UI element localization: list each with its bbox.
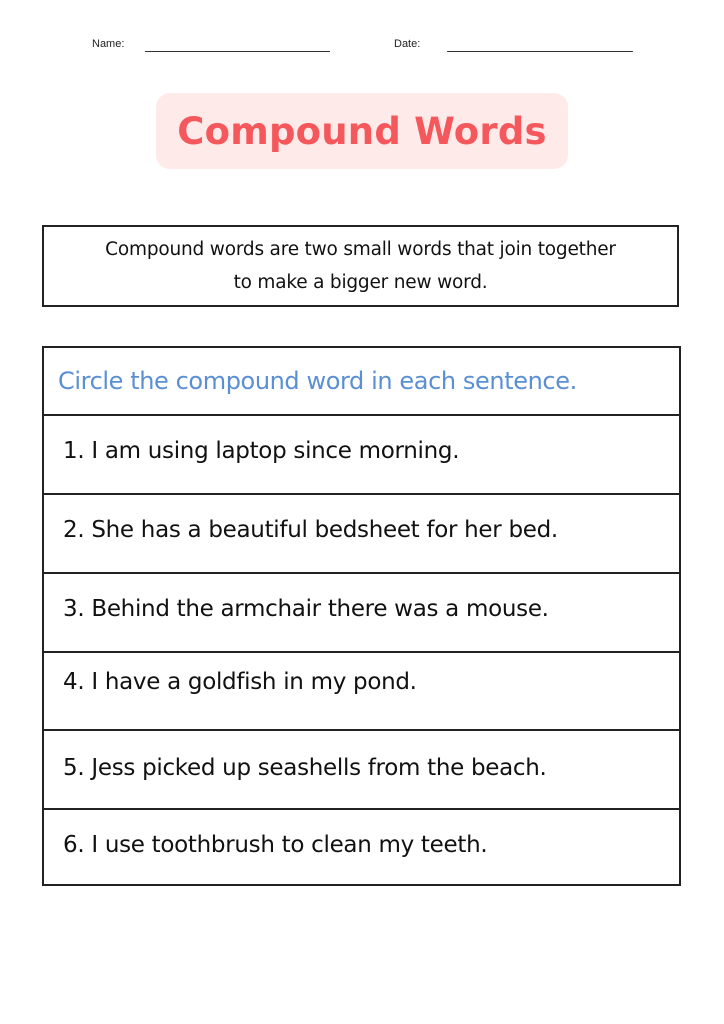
sentence-row-3 [44, 574, 679, 653]
sentence-row-5 [44, 731, 679, 810]
definition-box [42, 225, 679, 307]
sentence-row-2 [44, 495, 679, 574]
sentence-text-5[interactable]: 5. Jess picked up seashells from the beach. [63, 755, 547, 781]
sentence-text-2[interactable]: 2. She has a beautiful bedsheet for her bed. [63, 517, 558, 543]
name-line[interactable] [145, 51, 330, 52]
sentence-row-6 [44, 810, 679, 884]
sentence-text-3[interactable]: 3. Behind the armchair there was a mouse. [63, 596, 549, 622]
sentence-text-1[interactable]: 1. I am using laptop since morning. [63, 438, 460, 464]
date-label: Date: [394, 38, 421, 50]
sentence-row-1 [44, 416, 679, 495]
sentence-text-4[interactable]: 4. I have a goldfish in my pond. [63, 669, 417, 695]
exercise-table [42, 346, 681, 886]
title-banner [156, 93, 568, 169]
definition-line-2: to make a bigger new word. [233, 272, 488, 293]
page-title: Compound Words [177, 109, 547, 153]
instruction-text: Circle the compound word in each sentence. [58, 367, 577, 395]
definition-text [105, 233, 616, 299]
definition-line-1: Compound words are two small words that join together [105, 239, 616, 260]
sentence-row-4 [44, 653, 679, 731]
date-line[interactable] [447, 51, 633, 52]
name-label: Name: [92, 38, 125, 50]
instruction-row [44, 348, 679, 416]
sentence-text-6[interactable]: 6. I use toothbrush to clean my teeth. [63, 832, 488, 858]
